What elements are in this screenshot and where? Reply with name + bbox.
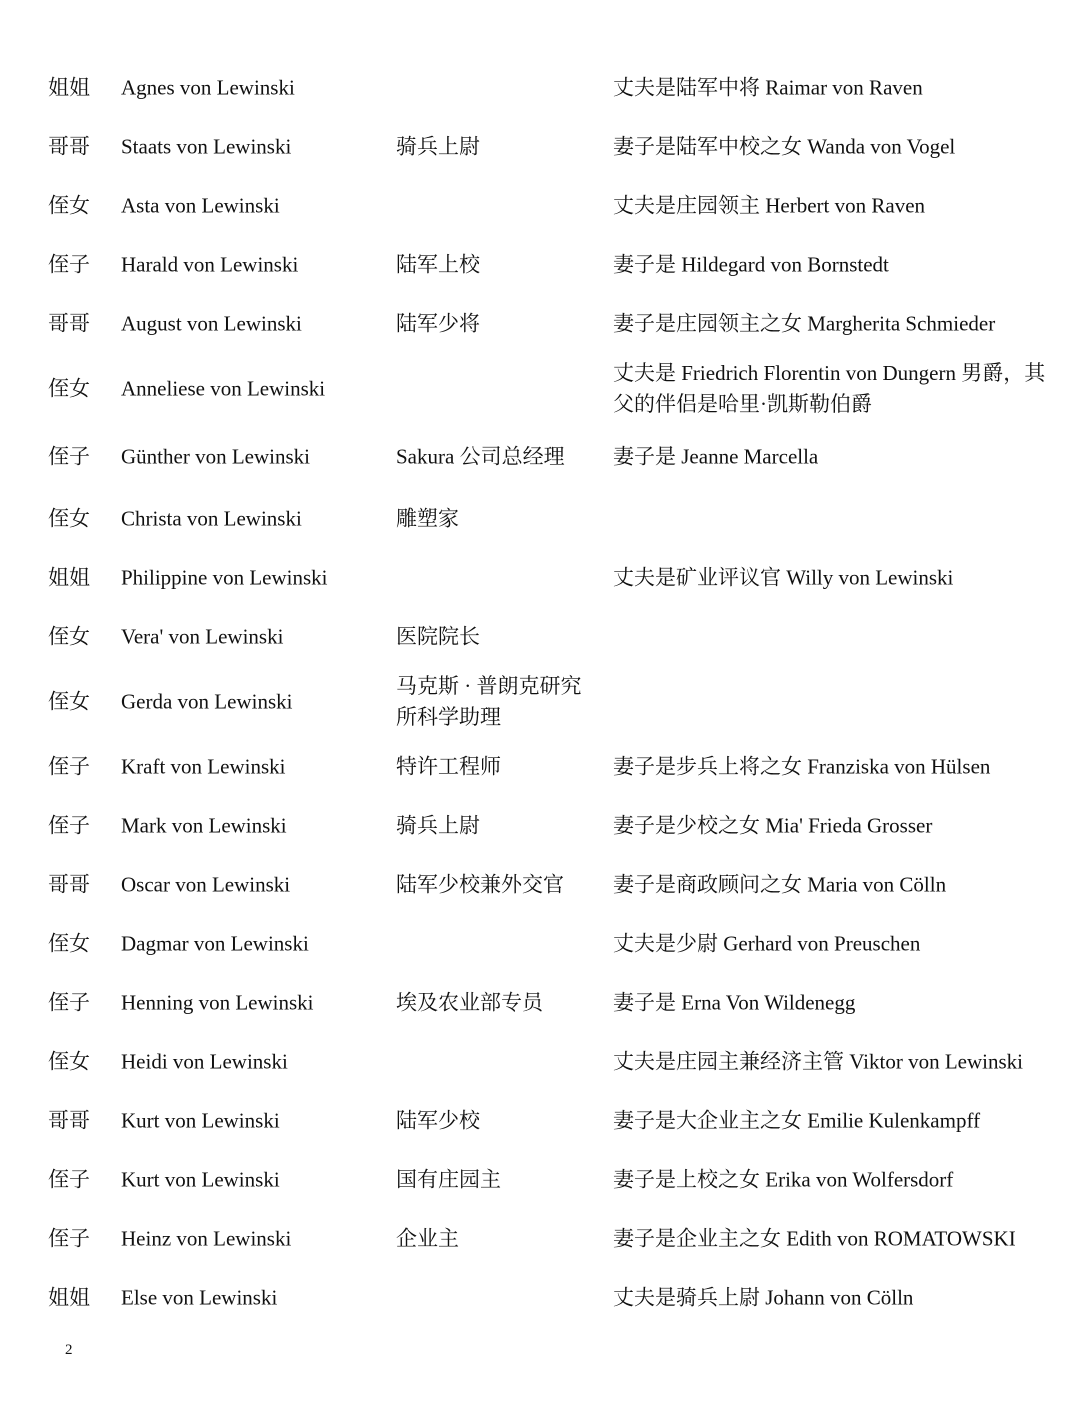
spouse-cell: 妻子是陆军中校之女 Wanda von Vogel [613,134,956,158]
name-cell: Anneliese von Lewinski [121,376,326,400]
table-row [0,1091,1080,1150]
spouse-cell: 丈夫是庄园领主 Herbert von Raven [613,193,926,217]
table-row [0,235,1080,294]
occupation-cell: 马克斯 · 普朗克研究所科学助理 [396,673,582,729]
name-cell: Gerda von Lewinski [121,689,293,713]
relation-cell: 侄子 [48,754,90,778]
relation-cell: 姐姐 [48,1285,90,1309]
occupation-cell: 骑兵上尉 [396,134,480,158]
occupation-cell: 特许工程师 [396,754,501,778]
spouse-cell: 妻子是 Hildegard von Bornstedt [613,252,889,276]
relation-cell: 侄女 [48,193,90,217]
name-cell: Heidi von Lewinski [121,1049,288,1073]
name-cell: Kurt von Lewinski [121,1108,280,1132]
relation-cell: 侄女 [48,376,90,400]
name-cell: Henning von Lewinski [121,990,314,1014]
name-cell: Harald von Lewinski [121,252,299,276]
occupation-cell: 雕塑家 [396,506,459,530]
spouse-cell: 丈夫是庄园主兼经济主管 Viktor von Lewinski [613,1049,1023,1073]
name-cell: Else von Lewinski [121,1285,278,1309]
table-row [0,737,1080,796]
table-row [0,117,1080,176]
relation-cell: 侄子 [48,813,90,837]
spouse-cell: 妻子是步兵上将之女 Franziska von Hülsen [613,754,991,778]
table-row [0,666,1080,737]
name-cell: Kurt von Lewinski [121,1167,280,1191]
relation-cell: 哥哥 [48,872,90,896]
name-cell: Vera' von Lewinski [121,624,284,648]
occupation-cell: 陆军少校兼外交官 [396,872,564,896]
occupation-cell: 企业主 [396,1226,459,1250]
relation-cell: 侄女 [48,506,90,530]
spouse-cell: 妻子是企业主之女 Edith von ROMATOWSKI [613,1226,1016,1250]
spouse-cell: 妻子是庄园领主之女 Margherita Schmieder [613,311,996,335]
relation-cell: 姐姐 [48,75,90,99]
table-row [0,855,1080,914]
table-row [0,1150,1080,1209]
table-row [0,294,1080,353]
relation-cell: 侄子 [48,1226,90,1250]
name-cell: Günther von Lewinski [121,444,310,468]
page-number: 2 [65,1342,73,1358]
name-cell: Kraft von Lewinski [121,754,286,778]
table-row [0,607,1080,666]
occupation-cell: 骑兵上尉 [396,813,480,837]
table-row [0,1209,1080,1268]
name-cell: Mark von Lewinski [121,813,287,837]
name-cell: Heinz von Lewinski [121,1226,292,1250]
table-row [0,1032,1080,1091]
table-row [0,424,1080,489]
relation-cell: 哥哥 [48,134,90,158]
name-cell: Philippine von Lewinski [121,565,328,589]
relation-cell: 侄女 [48,931,90,955]
occupation-cell: 医院院长 [396,624,480,648]
spouse-cell: 妻子是上校之女 Erika von Wolfersdorf [613,1167,954,1191]
table-row [0,353,1080,424]
occupation-cell: 陆军少校 [396,1108,480,1132]
spouse-cell: 丈夫是少尉 Gerhard von Preuschen [613,931,921,955]
name-cell: Christa von Lewinski [121,506,302,530]
relation-cell: 侄女 [48,624,90,648]
name-cell: Agnes von Lewinski [121,75,295,99]
relation-cell: 哥哥 [48,311,90,335]
spouse-cell: 丈夫是矿业评议官 Willy von Lewinski [613,565,954,589]
spouse-cell: 妻子是 Jeanne Marcella [613,444,819,468]
table-row [0,548,1080,607]
relation-cell: 侄女 [48,689,90,713]
relation-cell: 侄子 [48,444,90,468]
table-row [0,796,1080,855]
table-row [0,176,1080,235]
family-table [0,58,1080,1327]
occupation-cell: Sakura 公司总经理 [396,444,565,468]
table-row [0,1268,1080,1327]
table-row [0,973,1080,1032]
relation-cell: 侄子 [48,1167,90,1191]
name-cell: Asta von Lewinski [121,193,280,217]
occupation-cell: 陆军少将 [396,311,480,335]
relation-cell: 哥哥 [48,1108,90,1132]
name-cell: Dagmar von Lewinski [121,931,309,955]
name-cell: Staats von Lewinski [121,134,292,158]
relation-cell: 侄女 [48,1049,90,1073]
relation-cell: 侄子 [48,990,90,1014]
spouse-cell: 妻子是大企业主之女 Emilie Kulenkampff [613,1108,981,1132]
spouse-cell: 妻子是 Erna Von Wildenegg [613,990,856,1014]
occupation-cell: 埃及农业部专员 [396,990,543,1014]
relation-cell: 侄子 [48,252,90,276]
spouse-cell: 丈夫是骑兵上尉 Johann von Cölln [613,1285,914,1309]
occupation-cell: 陆军上校 [396,252,480,276]
spouse-cell: 丈夫是陆军中将 Raimar von Raven [613,75,923,99]
table-row [0,914,1080,973]
relation-cell: 姐姐 [48,565,90,589]
name-cell: August von Lewinski [121,311,302,335]
table-row [0,58,1080,117]
spouse-cell: 丈夫是 Friedrich Florentin von Dungern 男爵，其父的伴侣是哈里·凯斯勒伯爵 [613,360,1046,416]
table-row [0,489,1080,548]
spouse-cell: 妻子是少校之女 Mia' Frieda Grosser [613,813,933,837]
spouse-cell: 妻子是商政顾问之女 Maria von Cölln [613,872,947,896]
occupation-cell: 国有庄园主 [396,1167,501,1191]
name-cell: Oscar von Lewinski [121,872,291,896]
